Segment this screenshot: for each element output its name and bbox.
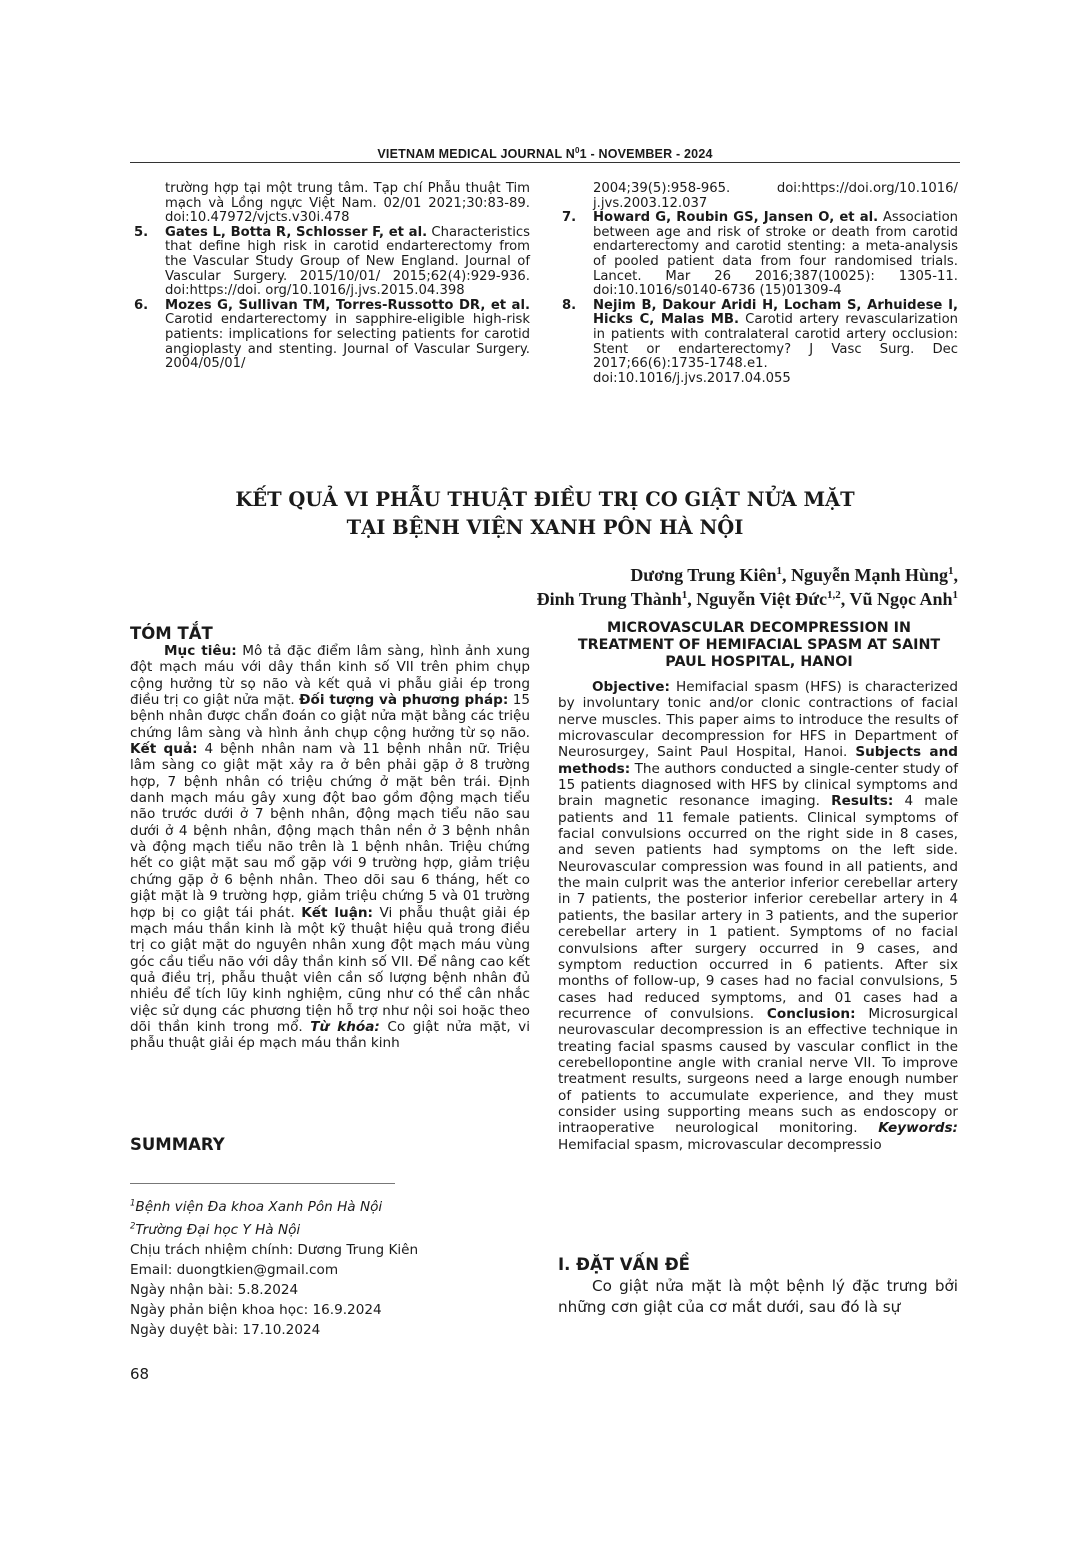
article-title [130,486,960,542]
footnote-received: Ngày nhận bài: 5.8.2024 [130,1282,299,1299]
reference-number: 6. [134,297,149,313]
journal-header: VIETNAM MEDICAL JOURNAL $N^01$ - NOVEMBER - 2024 [377,146,713,162]
reference-text: Carotid artery revascularization in patients with contralateral carotid artery occlusion: Stent or endarterectomy? J Vasc Surg. Dec 2017;66(6):1735-1748.e1. doi:10.1016/j.jvs.2017.04.055 [593,312,958,386]
references-left [130,182,530,372]
footnote-accepted: Ngày duyệt bài: 17.10.2024 [130,1322,321,1339]
summary-heading: SUMMARY [130,1135,225,1154]
reference-7 [558,211,958,299]
header-rule [130,162,960,163]
footnote-corresponding: Chịu trách nhiệm chính: Dương Trung Kiên [130,1242,419,1259]
abstract-heading-vn: TÓM TẮT [130,624,213,643]
authors-line-2: Đinh Trung Thành$^1$, Nguyễn Việt Đức$^{1,2}$, Vũ Ngọc Anh$^1$ [536,589,958,609]
reference-6 [130,299,530,372]
reference-text: Characteristics that define high risk in carotid endarterectomy from the Vascular Study Group of New England. Journal of Vascular Surgery. 2015/10/01/ 2015;62(4):929-936. doi:https://doi. org/10.1016/j.jvs.2015.04.398 [165,224,530,299]
footnote-email: Email: duongtkien@gmail.com [130,1262,339,1279]
title-line-2: TẠI BỆNH VIỆN XANH PÔN HÀ NỘI [346,516,744,539]
reference-number: 5. [134,224,149,240]
introduction-text: Co giật nửa mặt là một bệnh lý đặc trưng bởi những cơn giật của cơ mắt dưới, sau đó là sự [558,1277,958,1316]
reference-authors: Nejim B, Dakour Aridi H, Locham S, Arhuidese I, Hicks C, Malas MB. [593,297,958,328]
references-right [558,182,958,386]
footnote-rule [130,1183,395,1184]
abstract-en: Objective: Hemifacial spasm (HFS) is characterized by involuntary tonic and/or clonic contractions of facial nerve muscles. This paper aims to introduce the results of microvascular decompression for HFS in Department of Neurosurgey, Saint Paul Hospital, Hanoi. Subjects and methods: The authors conducted a single-center study of 15 patients diagnosed with HFS by clinical symptoms and brain magnetic resonance imaging. Results: 4 male patients and 11 female patients. Clinical symptoms of facial convulsions occurred on the right side in 8 cases, and seven patients had symptoms on the left side. Neurovascular compression was found in all patients, and the main culprit was the anterior inferior cerebellar artery in 7 patients, the posterior inferior cerebellar artery in 4 patients, the basilar artery in 3 patients, and the superior cerebellar artery in 1 patient. Symptoms of no facial convulsions after surgery occurred in 9 cases, and symptom reduction occurred in 6 patients. After six months of follow-up, 9 cases had no facial convulsions, 5 cases had reduced symptoms, and 01 cases had a recurrence of convulsions. Conclusion: Microsurgical neurovascular decompression is an effective technique in treating facial spasms caused by vascular conflict in the cerebellopontine angle with cranial nerve VII. To improve treatment results, surgeons need a large enough number of patients to accumulate experience, and they must consider using supporting means such as endoscopy or intraoperative neurological monitoring. Keywords: Hemifacial spasm, microvascular decompressio [558,679,959,1153]
reference-text: Carotid endarterectomy in sapphire-eligible high-risk patients: implications for selecting patients for carotid angioplasty and stenting. Journal of Vascular Surgery. 2004/05/01/ [165,312,530,372]
footnote-affiliation-1: $^1$Bệnh viện Đa khoa Xanh Pôn Hà Nội [130,1198,383,1215]
reference-number: 8. [562,297,577,313]
reference-4-continuation: trường hợp tại một trung tâm. Tạp chí Phẫu thuật Tim mạch và Lồng ngực Việt Nam. 02/01 2021;30:83-89. doi:10.47972/vjcts.v30i.478 [165,181,530,226]
reference-text: Association between age and risk of stroke or death from carotid endarterectomy and carotid stenting: a meta-analysis of pooled patient data from four randomised trials. Lancet. Mar 26 2016;387(10025): 1305-11. doi:10.1016/s0140-6736 (15)01309-4 [593,210,958,299]
abstract-vn: Mục tiêu: Mô tả đặc điểm lâm sàng, hình ảnh xung đột mạch máu với dây thần kinh số VII trên phim chụp cộng hưởng từ sọ não và kết quả vi phẫu giải ép trong điều trị co giật nửa mặt. Đối tượng và phương pháp: 15 bệnh nhân được chẩn đoán co giật nửa mặt bằng các triệu chứng lâm sàng và hình ảnh chụp cộng hưởng từ sọ não. Kết quả: 4 bệnh nhân nam và 11 bệnh nhân nữ. Triệu lâm sàng co giật mặt xảy ra ở bên phải gặp ở 8 trường hợp, 7 bệnh nhân có triệu chứng ở mặt bên trái. Định danh mạch máu gây xung đột bao gồm động mạch tiểu não trước dưới ở 7 bệnh nhân, động mạch tiểu não sau dưới ở 4 bệnh nhân, động mạch thân nền ở 3 bệnh nhân và động mạch tiểu não trên là 1 bệnh nhân. Triệu chứng hết co giật mặt sau mổ gặp với 9 trường hợp, giảm triệu chứng gặp ở 6 bệnh nhân. Theo dõi sau 6 tháng, hết co giật mặt là 9 trường hợp, giảm triệu chứng 5 và 01 trường hợp bị co giật tái phát. Kết luận: Vi phẫu thuật giải ép mạch máu thần kinh là một kỹ thuật hiệu quả trong điều trị co giật mặt do nguyên nhân xung đột mạch máu vùng góc cầu tiểu não với dây thần kinh số VII. Để nâng cao kết quả điều trị, phẫu thuật viên cần số lượng bệnh nhân đủ nhiều để tích lũy kinh nghiệm, cũng như có thể cân nhắc việc sử dụng các phương tiện hỗ trợ như nội soi hoặc theo dõi thần kinh trong mổ. Từ khóa: Co giật nửa mặt, vi phẫu thuật giải ép mạch máu thần kinh [130,643,530,1052]
title-line-1: KẾT QUẢ VI PHẪU THUẬT ĐIỀU TRỊ CO GIẬT NỬA MẶT [235,488,855,511]
reference-8 [558,299,958,387]
reference-authors: Mozes G, Sullivan TM, Torres-Russotto DR, et al. [165,297,530,313]
reference-5 [130,226,530,299]
introduction-heading: I. ĐẶT VẤN ĐỀ [558,1255,690,1274]
reference-number: 7. [562,210,577,226]
page-number: 68 [130,1365,150,1383]
reference-authors: Gates L, Botta R, Schlosser F, et al. [165,224,428,240]
footnotes [130,1193,418,1340]
footnote-affiliation-2: $^2$Trường Đại học Y Hà Nội [130,1221,301,1239]
footnote-reviewed: Ngày phản biện khoa học: 16.9.2024 [130,1302,382,1319]
authors-line-1: Dương Trung Kiên$^1$, Nguyễn Mạnh Hùng$^1$, [630,565,958,585]
english-title: MICROVASCULAR DECOMPRESSION IN TREATMENT OF HEMIFACIAL SPASM AT SAINT PAUL HOSPITAL, HANOI [577,620,941,670]
reference-authors: Howard G, Roubin GS, Jansen O, et al. [593,210,879,226]
reference-6-continuation: 2004;39(5):958-965. doi:https://doi.org/10.1016/ j.jvs.2003.12.037 [593,181,958,211]
